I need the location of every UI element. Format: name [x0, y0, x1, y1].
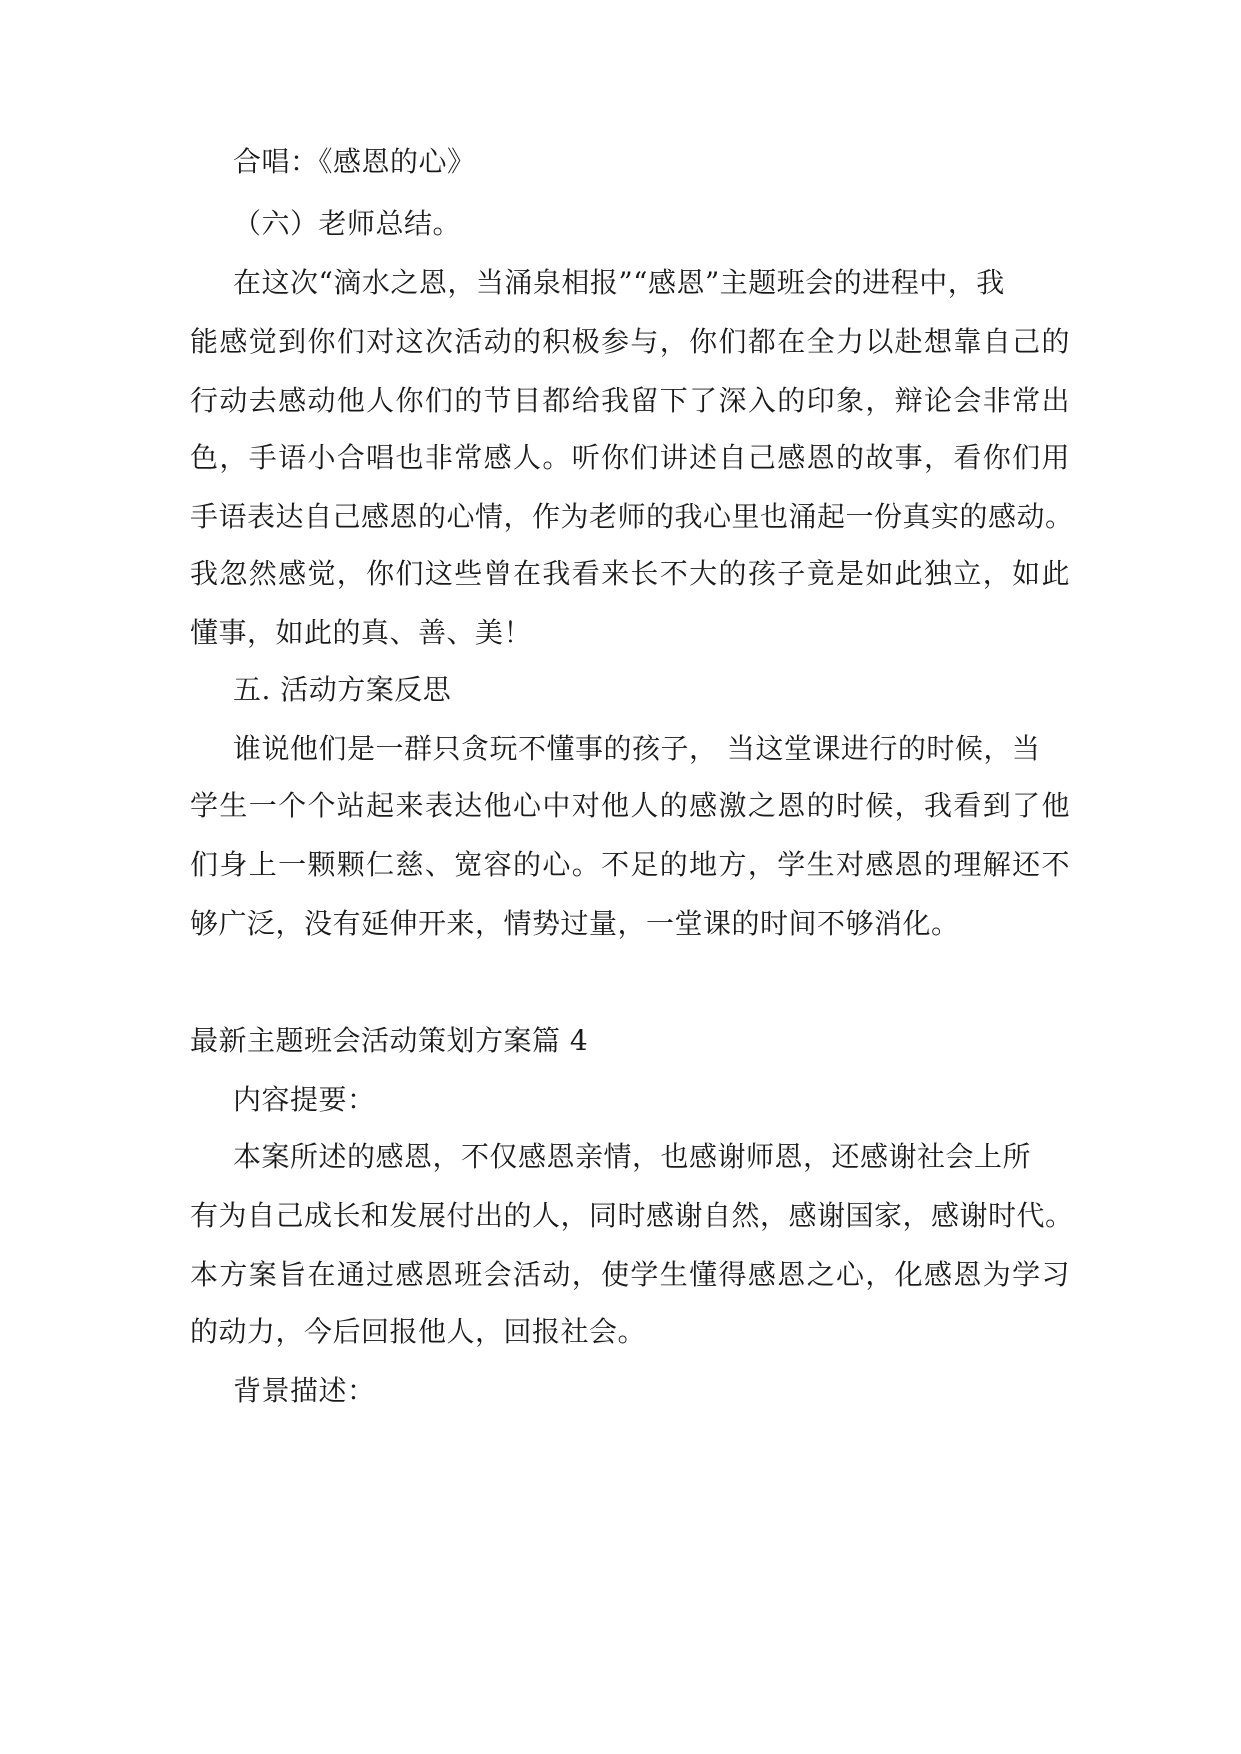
paragraph-line: 懂事，如此的真、善、美！ — [190, 616, 533, 649]
paragraph-line: 在这次“滴水之恩，当涌泉相报”“感恩”主题班会的进程中，我 — [233, 266, 1005, 299]
background-heading: 背景描述： — [233, 1374, 376, 1407]
paragraph-line: 们身上一颗颗仁慈、宽容的心。不足的地方，学生对感恩的理解还不 — [190, 848, 1070, 881]
paragraph-line: 我忽然感觉，你们这些曾在我看来长不大的孩子竟是如此独立，如此 — [190, 557, 1070, 590]
paragraph-line: 本案所述的感恩，不仅感恩亲情，也感谢师恩，还感谢社会上所 — [233, 1140, 1032, 1173]
paragraph-line: 的动力，今后回报他人，回报社会。 — [190, 1315, 647, 1348]
paragraph-line: 手语表达自己感恩的心情，作为老师的我心里也涌起一份真实的感动。 — [190, 500, 1074, 533]
summary-heading: 内容提要： — [233, 1083, 376, 1116]
paragraph-line: 有为自己成长和发展付出的人，同时感谢自然，感谢国家，感谢时代。 — [190, 1199, 1074, 1232]
paragraph-line: 行动去感动他人你们的节目都给我留下了深入的印象，辩论会非常出 — [190, 384, 1070, 417]
section-five-heading: 五. 活动方案反思 — [233, 673, 452, 706]
chorus-line: 合唱：《感恩的心》 — [233, 145, 476, 178]
paragraph-line: 能感觉到你们对这次活动的积极参与，你们都在全力以赴想靠自己的 — [190, 325, 1070, 358]
paragraph-line: 学生一个个站起来表达他心中对他人的感激之恩的时候，我看到了他 — [190, 789, 1070, 822]
paragraph-line: 色，手语小合唱也非常感人。听你们讲述自己感恩的故事，看你们用 — [190, 441, 1070, 474]
paragraph-line: 够广泛，没有延伸开来，情势过量，一堂课的时间不够消化。 — [190, 907, 960, 940]
article-title: 最新主题班会活动策划方案篇 4 — [190, 1024, 589, 1057]
paragraph-line: 谁说他们是一群只贪玩不懂事的孩子， 当这堂课进行的时候，当 — [233, 732, 1041, 765]
section-six-heading: （六）老师总结。 — [233, 207, 462, 240]
paragraph-line: 本方案旨在通过感恩班会活动，使学生懂得感恩之心，化感恩为学习 — [190, 1258, 1070, 1291]
